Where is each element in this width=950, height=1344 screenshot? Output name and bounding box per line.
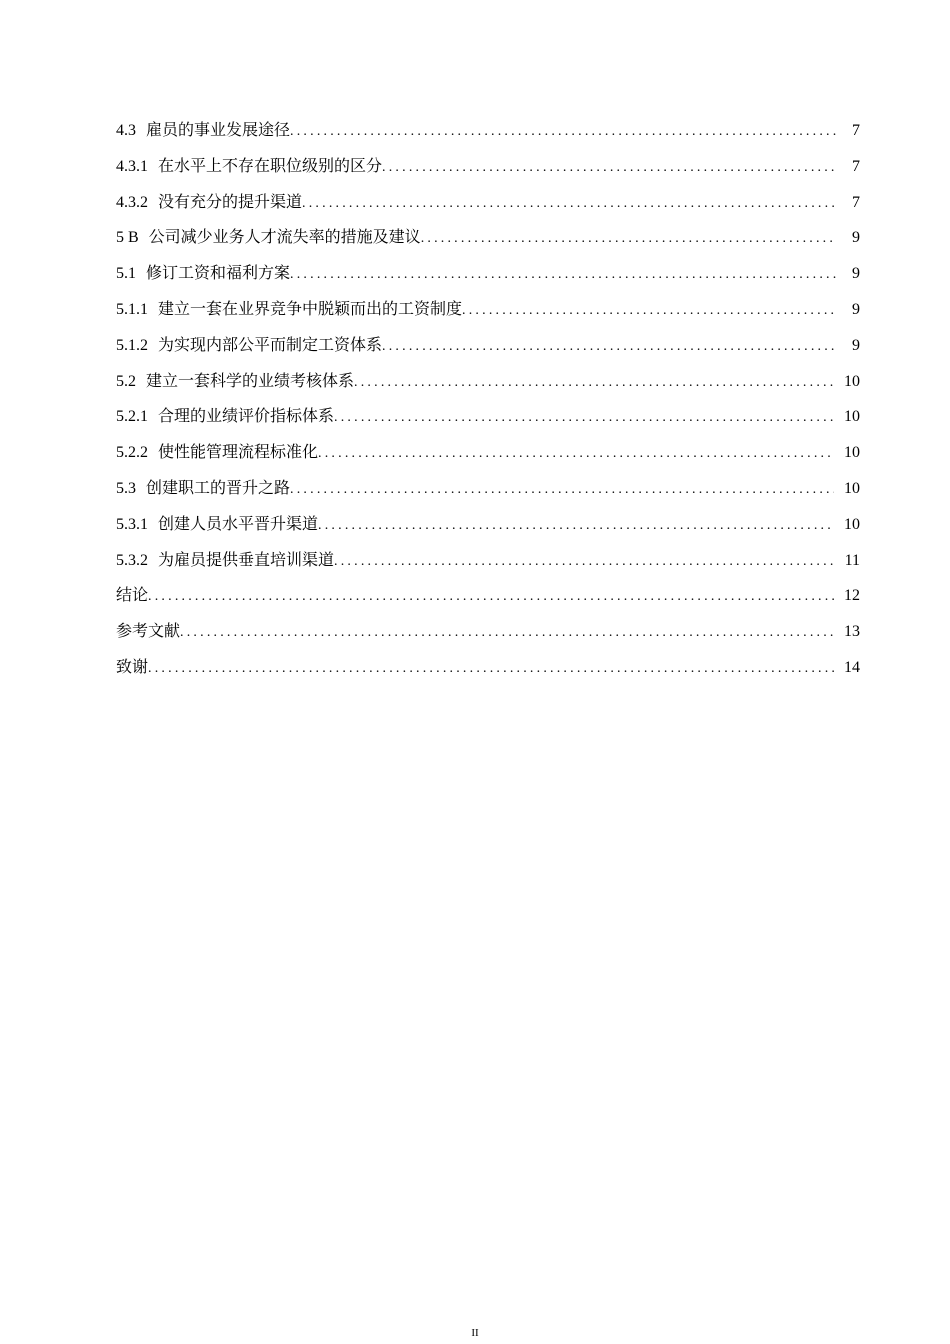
toc-entry-number: 5.1 [116, 265, 136, 283]
toc-entry-title: 结论 [116, 587, 149, 605]
toc-entry[interactable] [116, 507, 860, 543]
toc-entry-title: 致谢 [116, 658, 149, 676]
toc-entry-number: 4.3 [116, 122, 136, 139]
toc-entry-number: 5.3.2 [116, 551, 148, 569]
toc-dot-leader [180, 615, 834, 651]
toc-entry-page: 14 [844, 658, 860, 676]
toc-dot-leader [290, 114, 836, 150]
toc-entry-title: 参考文献 [116, 623, 181, 641]
toc-entry-number: 5.1.1 [116, 300, 148, 318]
toc-entry-title: 没有充分的提升渠道 [158, 193, 303, 211]
toc-entry-page: 10 [844, 444, 860, 462]
toc-entry-number: 5 B [116, 229, 139, 247]
table-of-contents [116, 113, 860, 686]
toc-entry-title: 为实现内部公平而制定工资体系 [158, 336, 383, 354]
page-number: II [471, 1327, 479, 1339]
toc-dot-leader [421, 221, 836, 257]
toc-dot-leader [382, 150, 836, 186]
toc-entry[interactable] [116, 220, 860, 256]
toc-entry-title: 使性能管理流程标准化 [158, 444, 319, 462]
toc-dot-leader [382, 329, 836, 365]
toc-entry[interactable] [116, 292, 860, 328]
toc-dot-leader [334, 400, 834, 436]
toc-entry[interactable] [116, 399, 860, 435]
toc-dot-leader [302, 186, 836, 222]
toc-entry-number: 5.3 [116, 479, 136, 497]
toc-entry[interactable] [116, 113, 860, 149]
toc-entry-number: 5.1.2 [116, 336, 148, 354]
toc-entry-page: 9 [852, 300, 860, 318]
toc-entry[interactable] [116, 328, 860, 364]
toc-entry-number: 4.3.1 [116, 157, 148, 175]
toc-entry[interactable] [116, 650, 860, 686]
toc-entry[interactable] [116, 578, 860, 614]
toc-entry-number: 4.3.2 [116, 193, 148, 211]
toc-dot-leader [318, 436, 834, 472]
toc-entry-page: 11 [844, 551, 860, 569]
toc-entry[interactable] [116, 543, 860, 579]
toc-dot-leader [462, 293, 836, 329]
toc-entry-page: 10 [844, 372, 860, 390]
toc-entry-title: 为雇员提供垂直培训渠道 [158, 551, 335, 569]
toc-dot-leader [334, 544, 835, 580]
toc-entry-page: 9 [852, 336, 860, 354]
toc-entry-number: 5.2.2 [116, 444, 148, 462]
toc-entry-number: 5.2.1 [116, 408, 148, 426]
toc-entry-title: 在水平上不存在职位级别的区分 [158, 157, 383, 175]
toc-entry[interactable] [116, 435, 860, 471]
toc-entry-page: 9 [852, 265, 860, 283]
toc-dot-leader [318, 508, 834, 544]
toc-entry-title: 修订工资和福利方案 [146, 265, 291, 283]
toc-entry-page: 10 [844, 479, 860, 497]
toc-entry[interactable] [116, 149, 860, 185]
toc-entry[interactable] [116, 614, 860, 650]
toc-entry-number: 5.3.1 [116, 515, 148, 533]
toc-entry-title: 雇员的事业发展途径 [146, 122, 291, 139]
toc-dot-leader [354, 365, 834, 401]
toc-entry-title: 创建职工的晋升之路 [146, 479, 291, 497]
toc-entry-page: 10 [844, 408, 860, 426]
toc-entry-page: 9 [852, 229, 860, 247]
toc-dot-leader [290, 257, 836, 293]
toc-entry-page: 7 [852, 122, 860, 139]
toc-entry-title: 创建人员水平晋升渠道 [158, 515, 319, 533]
toc-entry-page: 7 [852, 193, 860, 211]
toc-entry-page: 13 [844, 623, 860, 641]
toc-entry-title: 建立一套在业界竞争中脱颖而出的工资制度 [158, 300, 463, 318]
toc-entry-title: 建立一套科学的业绩考核体系 [146, 372, 355, 390]
toc-entry[interactable] [116, 185, 860, 221]
toc-dot-leader [148, 651, 834, 687]
toc-entry-title: 合理的业绩评价指标体系 [158, 408, 335, 426]
toc-entry-page: 10 [844, 515, 860, 533]
toc-entry-page: 12 [844, 587, 860, 605]
toc-dot-leader [148, 579, 834, 615]
toc-entry[interactable] [116, 256, 860, 292]
toc-entry-title: 公司减少业务人才流失率的措施及建议 [148, 229, 421, 247]
toc-entry-page: 7 [852, 157, 860, 175]
toc-entry[interactable] [116, 471, 860, 507]
toc-entry[interactable] [116, 364, 860, 400]
toc-entry-number: 5.2 [116, 372, 136, 390]
toc-dot-leader [290, 472, 834, 508]
